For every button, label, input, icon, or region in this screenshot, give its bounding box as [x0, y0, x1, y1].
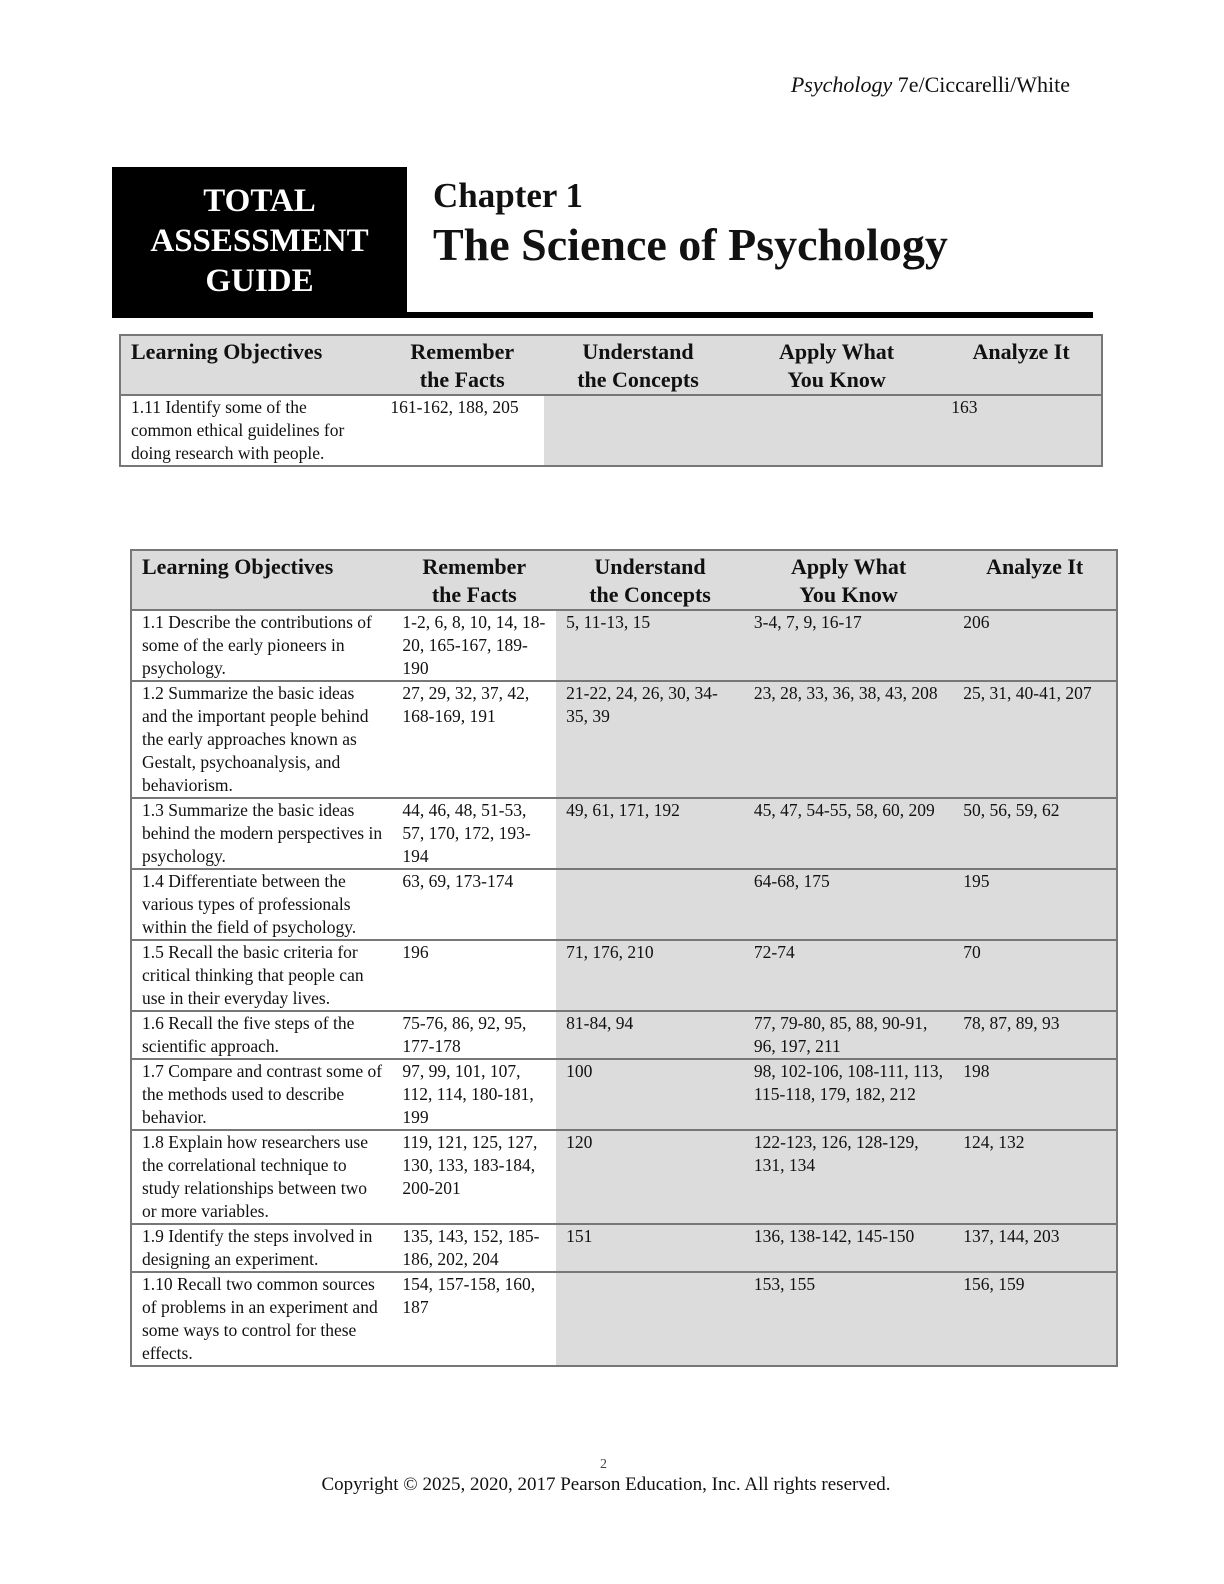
understand-cell [544, 395, 732, 466]
analyze-cell: 70 [953, 940, 1117, 1011]
table-header-row [120, 335, 1102, 395]
apply-cell: 3-4, 7, 9, 16-17 [744, 610, 953, 681]
book-edition-authors: 7e/Ciccarelli/White [892, 72, 1070, 97]
apply-cell: 72-74 [744, 940, 953, 1011]
tag-line-1: TOTAL [203, 183, 316, 219]
understand-cell: 151 [556, 1224, 744, 1272]
table-row [131, 1224, 1117, 1272]
objective-cell: 1.8 Explain how researchers use the correlational technique to study relationships between two or more variables. [131, 1130, 392, 1224]
analyze-cell: 163 [941, 395, 1102, 466]
col-header-apply: Apply What You Know [744, 550, 953, 610]
understand-cell: 21-22, 24, 26, 30, 34-35, 39 [556, 681, 744, 798]
apply-cell: 136, 138-142, 145-150 [744, 1224, 953, 1272]
table-2-body [131, 610, 1117, 1366]
col-header-objectives: Learning Objectives [131, 550, 392, 610]
table-row [131, 940, 1117, 1011]
analyze-cell: 25, 31, 40-41, 207 [953, 681, 1117, 798]
col-header-apply: Apply What You Know [732, 335, 941, 395]
objective-cell: 1.5 Recall the basic criteria for critical thinking that people can use in their everyday lives. [131, 940, 392, 1011]
understand-cell: 120 [556, 1130, 744, 1224]
understand-cell: 49, 61, 171, 192 [556, 798, 744, 869]
apply-cell: 64-68, 175 [744, 869, 953, 940]
page-footer [0, 1457, 1212, 1496]
table-row [131, 681, 1117, 798]
book-title: Psychology [790, 72, 893, 97]
objective-cell: 1.3 Summarize the basic ideas behind the modern perspectives in psychology. [131, 798, 392, 869]
apply-cell: 153, 155 [744, 1272, 953, 1366]
understand-cell: 5, 11-13, 15 [556, 610, 744, 681]
remember-cell: 97, 99, 101, 107, 112, 114, 180-181, 199 [392, 1059, 556, 1130]
apply-cell: 23, 28, 33, 36, 38, 43, 208 [744, 681, 953, 798]
table-row [131, 610, 1117, 681]
understand-cell: 100 [556, 1059, 744, 1130]
apply-cell: 122-123, 126, 128-129, 131, 134 [744, 1130, 953, 1224]
header-rule [112, 312, 1093, 318]
objective-cell: 1.7 Compare and contrast some of the methods used to describe behavior. [131, 1059, 392, 1130]
understand-cell: 71, 176, 210 [556, 940, 744, 1011]
total-assessment-guide-box [112, 167, 407, 315]
understand-cell [556, 1272, 744, 1366]
analyze-cell: 124, 132 [953, 1130, 1117, 1224]
remember-cell: 75-76, 86, 92, 95, 177-178 [392, 1011, 556, 1059]
analyze-cell: 195 [953, 869, 1117, 940]
running-head [791, 72, 1070, 98]
tag-line-2: ASSESSMENT [150, 223, 369, 259]
remember-cell: 154, 157-158, 160, 187 [392, 1272, 556, 1366]
col-header-remember: Remember the Facts [380, 335, 544, 395]
col-header-understand: Understand the Concepts [544, 335, 732, 395]
understand-cell: 81-84, 94 [556, 1011, 744, 1059]
remember-cell: 1-2, 6, 8, 10, 14, 18-20, 165-167, 189-190 [392, 610, 556, 681]
table-row [131, 1130, 1117, 1224]
table-row [131, 798, 1117, 869]
apply-cell [732, 395, 941, 466]
table-row [120, 395, 1102, 466]
col-header-understand: Understand the Concepts [556, 550, 744, 610]
objective-cell: 1.9 Identify the steps involved in designing an experiment. [131, 1224, 392, 1272]
table-row [131, 1272, 1117, 1366]
objective-cell: 1.2 Summarize the basic ideas and the important people behind the early approaches known as Gestalt, psychoanalysis, and behaviorism. [131, 681, 392, 798]
remember-cell: 135, 143, 152, 185-186, 202, 204 [392, 1224, 556, 1272]
analyze-cell: 156, 159 [953, 1272, 1117, 1366]
col-header-remember: Remember the Facts [392, 550, 556, 610]
remember-cell: 27, 29, 32, 37, 42, 168-169, 191 [392, 681, 556, 798]
apply-cell: 45, 47, 54-55, 58, 60, 209 [744, 798, 953, 869]
analyze-cell: 206 [953, 610, 1117, 681]
analyze-cell: 198 [953, 1059, 1117, 1130]
copyright-notice: Copyright © 2025, 2020, 2017 Pearson Education, Inc. All rights reserved. [321, 1474, 891, 1495]
remember-cell: 44, 46, 48, 51-53, 57, 170, 172, 193-194 [392, 798, 556, 869]
page-number: 2 [600, 1457, 607, 1472]
tag-line-3: GUIDE [205, 263, 314, 299]
col-header-analyze: Analyze It [941, 335, 1102, 395]
chapter-title: The Science of Psychology [433, 219, 948, 270]
table-header-row [131, 550, 1117, 610]
remember-cell: 119, 121, 125, 127, 130, 133, 183-184, 200-201 [392, 1130, 556, 1224]
table-1-body [120, 395, 1102, 466]
remember-cell: 196 [392, 940, 556, 1011]
col-header-analyze: Analyze It [953, 550, 1117, 610]
remember-cell: 161-162, 188, 205 [380, 395, 544, 466]
understand-cell [556, 869, 744, 940]
apply-cell: 98, 102-106, 108-111, 113, 115-118, 179, 182, 212 [744, 1059, 953, 1130]
analyze-cell: 137, 144, 203 [953, 1224, 1117, 1272]
objectives-table-2 [130, 549, 1118, 1367]
objective-cell: 1.4 Differentiate between the various types of professionals within the field of psychology. [131, 869, 392, 940]
objectives-table-1 [119, 334, 1103, 467]
remember-cell: 63, 69, 173-174 [392, 869, 556, 940]
apply-cell: 77, 79-80, 85, 88, 90-91, 96, 197, 211 [744, 1011, 953, 1059]
table-row [131, 1011, 1117, 1059]
analyze-cell: 50, 56, 59, 62 [953, 798, 1117, 869]
objective-cell: 1.6 Recall the five steps of the scientific approach. [131, 1011, 392, 1059]
objective-cell: 1.10 Recall two common sources of problems in an experiment and some ways to control for these effects. [131, 1272, 392, 1366]
table-row [131, 869, 1117, 940]
objective-cell: 1.1 Describe the contributions of some of the early pioneers in psychology. [131, 610, 392, 681]
objective-cell: 1.11 Identify some of the common ethical guidelines for doing research with people. [120, 395, 380, 466]
table-row [131, 1059, 1117, 1130]
col-header-objectives: Learning Objectives [120, 335, 380, 395]
analyze-cell: 78, 87, 89, 93 [953, 1011, 1117, 1059]
chapter-number: Chapter 1 [433, 176, 584, 215]
